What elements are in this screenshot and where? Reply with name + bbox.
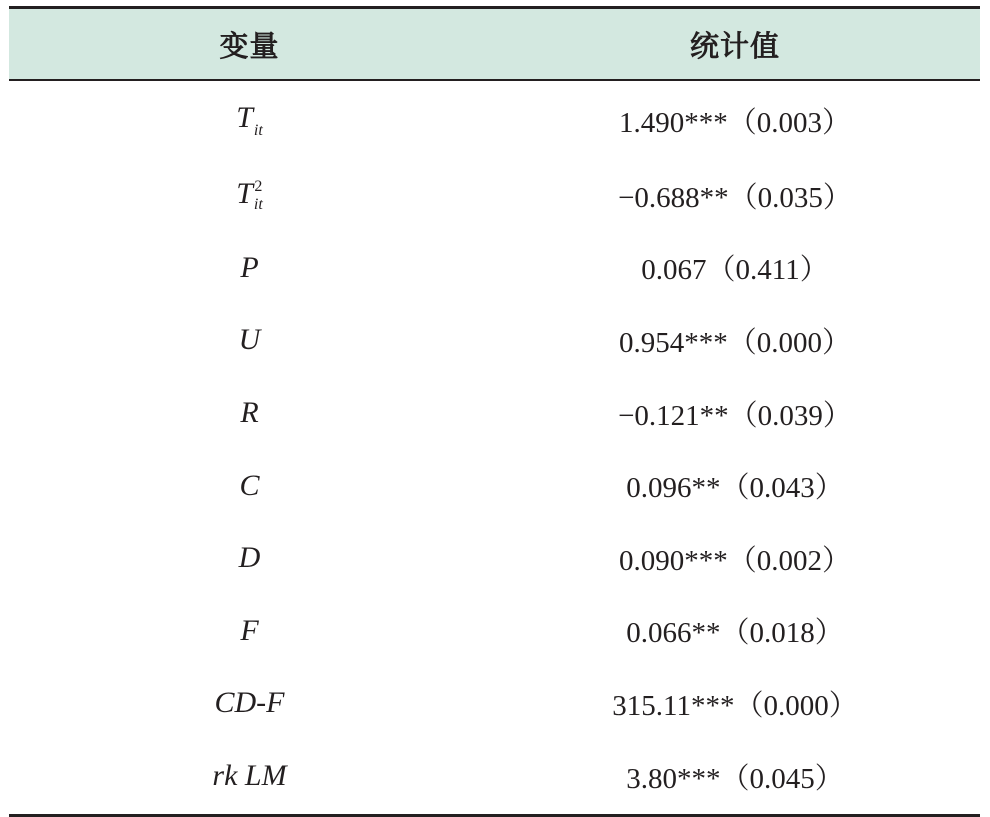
variable-cell (9, 541, 490, 575)
variable-name: T (236, 101, 253, 134)
variable-scripts (254, 179, 263, 213)
variable-cell (9, 614, 490, 648)
table-row (9, 522, 980, 595)
variable-cell (9, 396, 490, 430)
table-row (9, 81, 980, 159)
header-variable: 变量 (219, 28, 280, 63)
variable-scripts (254, 121, 263, 139)
statistic-cell: 1.490***（0.003） (618, 106, 851, 139)
variable-cell (9, 323, 490, 357)
variable-name: T (236, 177, 253, 211)
variable-cell (9, 686, 490, 720)
variable-name: rk LM (212, 759, 287, 793)
table-row (9, 595, 980, 668)
variable-name: F (240, 613, 259, 647)
variable-name: R (240, 396, 259, 430)
table-row (9, 377, 980, 450)
statistic-cell: 0.954***（0.000） (618, 326, 851, 359)
table-row (9, 304, 980, 377)
variable-cell (9, 177, 490, 213)
results-table (9, 6, 980, 817)
variable-superscript: 2 (254, 178, 263, 196)
statistic-cell: 0.090***（0.002） (618, 544, 851, 577)
table-body (9, 81, 980, 812)
variable-subscript: it (253, 196, 263, 214)
variable-name: C (239, 468, 260, 502)
statistic-cell: −0.121**（0.039） (618, 399, 852, 432)
variable-name: U (238, 323, 261, 357)
table-header (9, 9, 980, 79)
statistic-cell: 0.096**（0.043） (626, 472, 844, 505)
statistic-cell: 3.80***（0.045） (626, 762, 844, 795)
table-row (9, 159, 980, 232)
header-statistic: 统计值 (689, 28, 780, 63)
table-row (9, 232, 980, 305)
statistic-cell: 0.066**（0.018） (626, 617, 844, 650)
statistic-cell: 315.11***（0.000） (612, 689, 858, 722)
variable-name: CD-F (214, 686, 285, 720)
variable-cell (9, 759, 490, 793)
table-row (9, 667, 980, 740)
variable-cell (9, 101, 490, 139)
table-row (9, 449, 980, 522)
table-row (9, 740, 980, 813)
variable-name: D (238, 541, 261, 575)
variable-name: P (240, 250, 259, 284)
variable-cell (9, 251, 490, 285)
variable-subscript: it (253, 122, 263, 139)
statistic-cell: −0.688**（0.035） (618, 181, 852, 214)
statistic-cell: 0.067（0.411） (641, 254, 829, 287)
variable-cell (9, 469, 490, 503)
